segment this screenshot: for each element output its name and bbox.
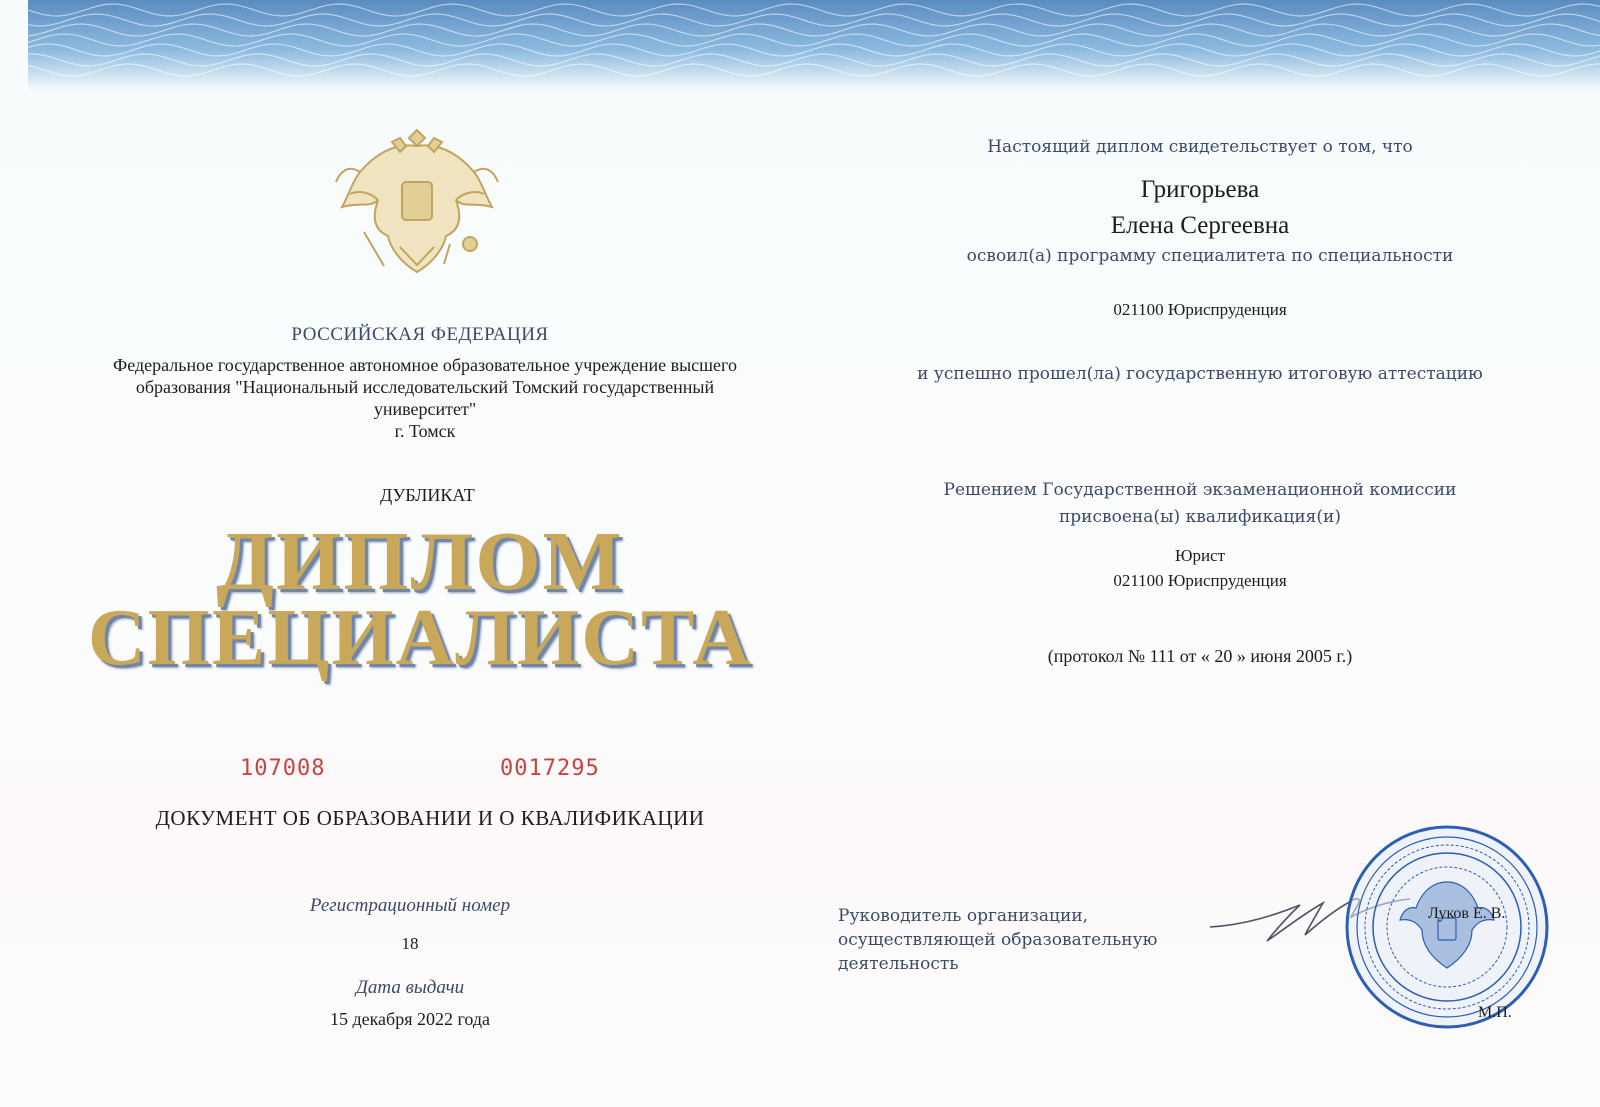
country-name: РОССИЙСКАЯ ФЕДЕРАЦИЯ [291,324,549,345]
protocol-reference: (протокол № 111 от « 20 » июня 2005 г.) [1047,646,1353,666]
institution-city: г. Томск [394,421,456,441]
signatory-title [838,904,1157,976]
program-specialty: 021100 Юриспруденция [1113,300,1287,319]
qualification: Юрист [1174,546,1226,565]
document-type: ДОКУМЕНТ ОБ ОБРАЗОВАНИИ И О КВАЛИФИКАЦИИ [155,806,705,830]
institution-name [20,354,830,442]
coat-of-arms-emblem [330,112,505,282]
registration-label: Регистрационный номер [309,895,511,916]
attestation-statement: и успешно прошел(ла) государственную итоговую аттестацию [917,364,1483,384]
registration-number: 18 [401,934,419,953]
guilloche-band [28,0,1600,90]
institution-line-2: образования "Национальный исследовательский Томский государственный [135,377,715,397]
seal-mark: М.П. [1478,1004,1512,1021]
commission-decision-line-1: Решением Государственной экзаменационной комиссии [943,480,1457,500]
diploma-title-line-1: ДИПЛОМ [216,515,624,608]
graduate-surname: Григорьева [1140,176,1260,203]
certificate-intro: Настоящий диплом свидетельствует о том, что [987,137,1413,157]
program-statement: освоил(а) программу специалитета по специальности [966,246,1454,266]
signatory-line-1: Руководитель организации, [838,906,1089,926]
issue-date: 15 декабря 2022 года [329,1009,491,1029]
commission-decision-line-2: присвоена(ы) квалификация(и) [1058,507,1342,527]
diploma-number: 0017295 [500,756,600,781]
signatory-line-3: деятельность [838,954,959,974]
duplicate-label: ДУБЛИКАТ [380,485,475,505]
issue-date-label: Дата выдачи [355,977,465,998]
signatory-line-2: осуществляющей образовательную [838,930,1158,950]
institution-line-1: Федеральное государственное автономное образовательное учреждение высшего [113,355,737,375]
signatory-name: Луков Е. В. [1428,905,1506,922]
graduate-given-names: Елена Сергеевна [1110,212,1290,239]
diploma-title-line-2: СПЕЦИАЛИСТА [87,594,753,682]
institution-line-3: университет" [373,399,477,419]
qualification-specialty: 021100 Юриспруденция [1113,571,1287,590]
diploma-series: 107008 [240,756,326,781]
official-seal-stamp [1342,822,1552,1032]
